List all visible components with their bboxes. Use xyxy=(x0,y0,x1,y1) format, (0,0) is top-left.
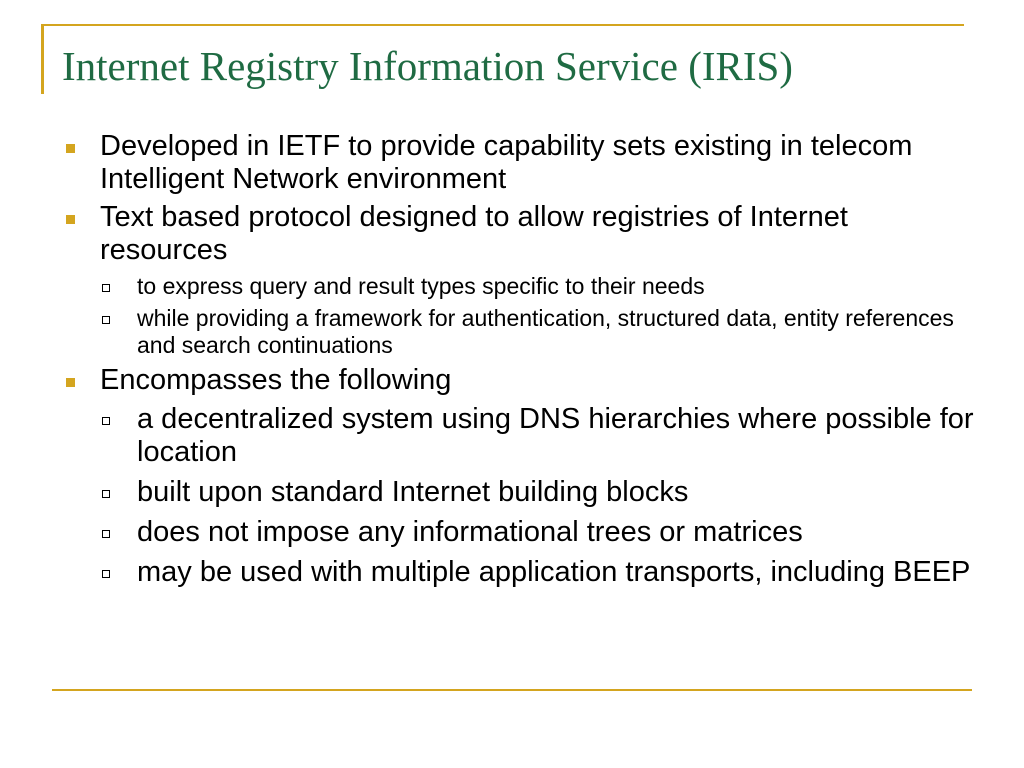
sub-bullet-text: to express query and result types specific to their needs xyxy=(137,273,705,299)
filled-square-bullet-icon xyxy=(66,144,75,153)
bullet-item xyxy=(60,130,980,196)
filled-square-bullet-icon xyxy=(66,378,75,387)
sub-bullet-text: while providing a framework for authentication, structured data, entity references and search continuations xyxy=(137,305,954,358)
hollow-square-bullet-icon xyxy=(102,417,110,425)
sub-bullet-item xyxy=(100,516,980,549)
filled-square-bullet-icon xyxy=(66,215,75,224)
sub-bullet-text: built upon standard Internet building blocks xyxy=(137,476,689,508)
sub-bullet-item xyxy=(100,556,980,589)
hollow-square-bullet-icon xyxy=(102,570,110,578)
sub-bullet-text: a decentralized system using DNS hierarchies where possible for location xyxy=(137,403,974,468)
slide-body xyxy=(60,130,980,596)
title-frame-vertical-line xyxy=(41,24,44,94)
hollow-square-bullet-icon xyxy=(102,530,110,538)
hollow-square-bullet-icon xyxy=(102,316,110,324)
bullet-item xyxy=(60,201,980,359)
sub-bullet-item xyxy=(100,305,980,359)
sub-bullet-text: does not impose any informational trees or matrices xyxy=(137,516,803,548)
sub-bullet-list xyxy=(100,403,980,589)
bullet-text: Encompasses the following xyxy=(100,364,452,396)
sub-bullet-item xyxy=(100,273,980,300)
footer-divider-line xyxy=(52,689,972,691)
sub-bullet-text: may be used with multiple application transports, including BEEP xyxy=(137,556,971,588)
hollow-square-bullet-icon xyxy=(102,284,110,292)
sub-bullet-list xyxy=(100,273,980,359)
sub-bullet-item xyxy=(100,476,980,509)
hollow-square-bullet-icon xyxy=(102,490,110,498)
slide-title: Internet Registry Information Service (IRIS) xyxy=(62,43,793,89)
bullet-text: Text based protocol designed to allow registries of Internet resources xyxy=(100,201,848,266)
bullet-item xyxy=(60,364,980,589)
bullet-text: Developed in IETF to provide capability sets existing in telecom Intelligent Network environment xyxy=(100,130,913,195)
bullet-list xyxy=(60,130,980,589)
title-frame-top-line xyxy=(41,24,964,26)
sub-bullet-item xyxy=(100,403,980,469)
